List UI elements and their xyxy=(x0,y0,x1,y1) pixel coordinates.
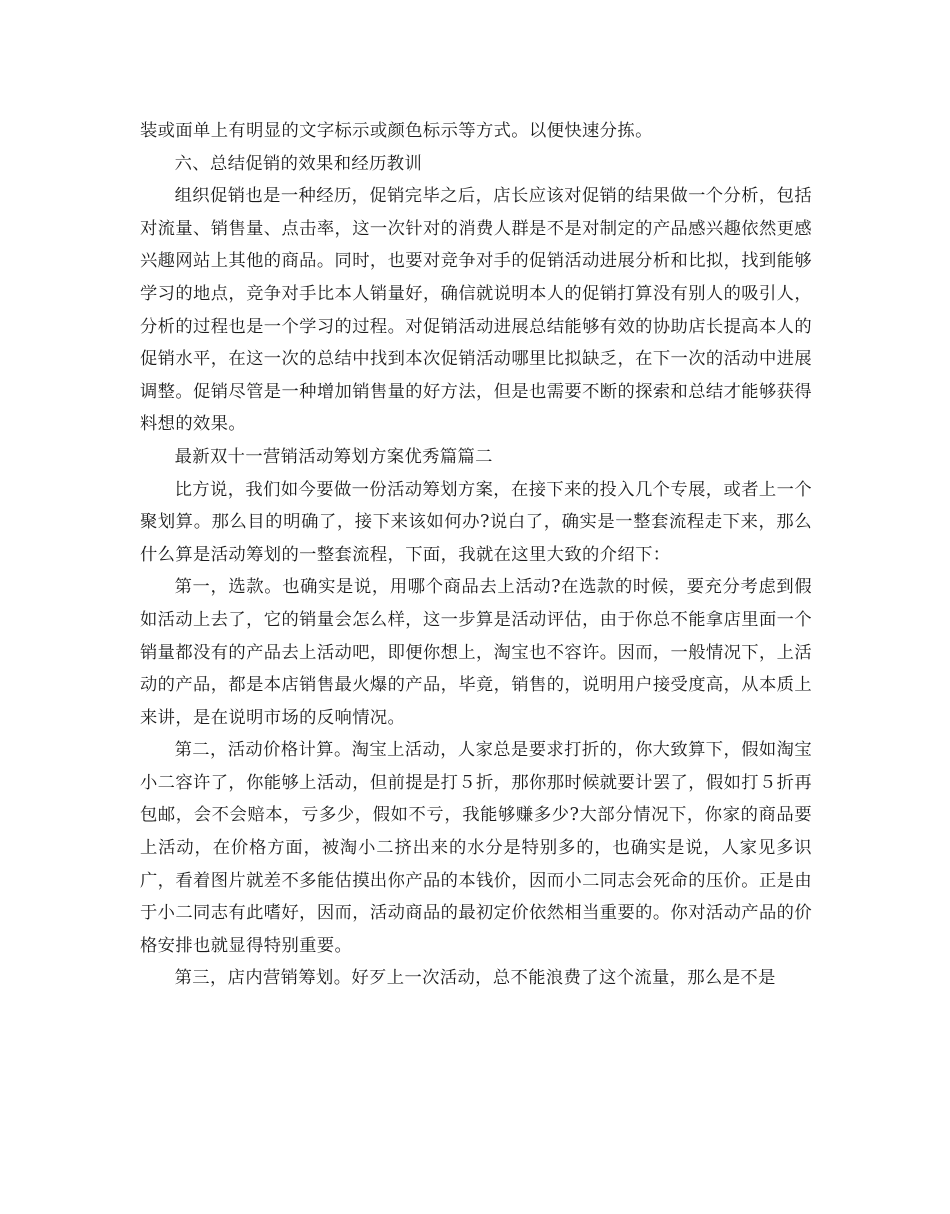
paragraph-summary: 组织促销也是一种经历，促销完毕之后，店长应该对促销的结果做一个分析，包括对流量、销售量、点击率，这一次针对的消费人群是不是对制定的产品感兴趣依然更感兴趣网站上其他的商品。同时，也要对竞争对手的促销活动进展分析和比拟，找到能够学习的地点，竞争对手比本人销量好，确信就说明本人的促销打算没有别人的吸引人，分析的过程也是一个学习的过程。对促销活动进展总结能够有效的协助店长提高本人的促销水平，在这一次的总结中找到本次促销活动哪里比拟缺乏，在下一次的活动中进展调整。促销尽管是一种增加销售量的好方法，但是也需要不断的探索和总结才能够获得料想的效果。 xyxy=(140,186,812,435)
paragraph-step-two: 第二，活动价格计算。淘宝上活动，人家总是要求打折的，你大致算下，假如淘宝小二容许了，你能够上活动，但前提是打５折，那你那时候就要计罢了，假如打５折再包邮，会不会赔本，亏多少，假如不亏，我能够赚多少?大部分情况下，你家的商品要上活动，在价格方面，被淘小二挤出来的水分是特别多的，也确实是说，人家见多识广，看着图片就差不多能估摸出你产品的本钱价，因而小二同志会死命的压价。正是由于小二同志有此嗜好，因而，活动商品的最初定价依然相当重要的。你对活动产品的价格安排也就显得特别重要。 xyxy=(140,740,812,956)
paragraph-intro: 比方说，我们如今要做一份活动筹划方案，在接下来的投入几个专展，或者上一个聚划算。那么目的明确了，接下来该如何办?说白了，确实是一整套流程走下来，那么什么算是活动筹划的一整套流程，下面，我就在这里大致的介绍下： xyxy=(140,479,812,565)
document-body xyxy=(140,115,812,995)
paragraph-step-three: 第三，店内营销筹划。好歹上一次活动，总不能浪费了这个流量，那么是不是 xyxy=(174,968,776,989)
paragraph-continuation: 装或面单上有明显的文字标示或颜色标示等方式。以便快速分拣。 xyxy=(140,121,653,141)
paragraph-step-one: 第一，选款。也确实是说，用哪个商品去上活动?在选款的时候，要充分考虑到假如活动上去了，它的销量会怎么样，这一步算是活动评估，由于你总不能拿店里面一个销量都没有的产品去上活动吧，即便你想上，淘宝也不容许。因而，一般情况下，上活动的产品，都是本店销售最火爆的产品，毕竟，销售的，说明用户接受度高，从本质上来讲，是在说明市场的反响情况。 xyxy=(140,577,812,728)
article-title-part-two: 最新双十一营销活动筹划方案优秀篇篇二 xyxy=(174,446,493,467)
section-heading-six: 六、总结促销的效果和经历教训 xyxy=(174,153,423,174)
